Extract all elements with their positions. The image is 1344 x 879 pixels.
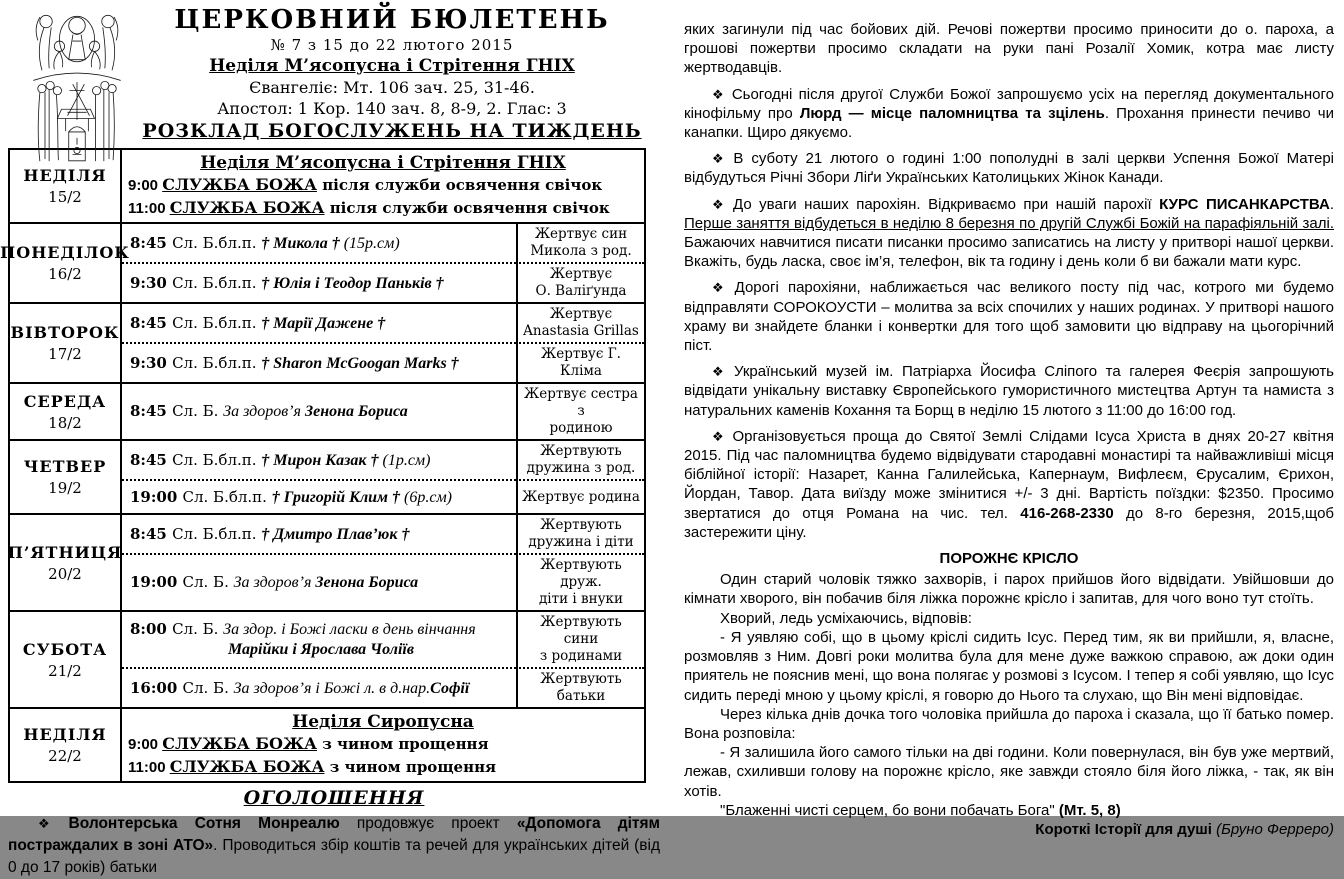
service-entry (122, 224, 516, 262)
right-column (684, 20, 1334, 839)
service-text (130, 620, 512, 639)
service-time: 9:30 (130, 273, 173, 292)
text-segment: продовжує проект (356, 815, 517, 832)
day-name: ВІВТОРОК (10, 323, 120, 342)
masthead (128, 0, 656, 143)
announcement-paragraph (684, 427, 1334, 542)
day-name: СЕРЕДА (23, 391, 107, 411)
donor-line: Жертвує (549, 266, 613, 282)
donor-cell (516, 479, 644, 513)
service-line (128, 174, 638, 197)
day-date: 19/2 (48, 479, 82, 497)
donor-line: Жертвує Г. Кліма (541, 346, 621, 379)
service-time: 9:00 (128, 736, 163, 753)
day-name: ЧЕТВЕР (23, 457, 107, 476)
text-segment: Волонтерська Сотня Монреалю (68, 815, 357, 832)
schedule-day-row (10, 302, 644, 382)
donor-line: діти і внуки (539, 591, 623, 607)
service-time: 11:00 (128, 759, 170, 776)
gospel-line: Євангеліє: Мт. 106 зач. 25, 31-46. (249, 78, 535, 97)
text-segment: 416-268-2330 (1020, 504, 1114, 522)
donor-cell (516, 224, 644, 262)
text-segment: КУРС ПИСАНКАРСТВА (1159, 195, 1330, 213)
donor-cell (516, 515, 644, 553)
liturgy-name: СЛУЖБА БОЖА (169, 757, 325, 776)
text-segment: За здоров’я (233, 574, 316, 591)
text-segment: Короткі Історії для душі (1035, 820, 1217, 838)
text-segment: . Прохання принести печиво чи канапки. Щиро дякуємо. (684, 104, 1334, 142)
day-label-cell (10, 612, 122, 707)
donor-line: О. Валіґунда (535, 283, 627, 299)
sunday-services-cell (122, 709, 644, 781)
donor-cell (516, 553, 644, 610)
day-label-cell (10, 304, 122, 382)
text-segment: (Мт. 5, 8) (1058, 801, 1121, 819)
schedule-day-row (10, 610, 644, 707)
donor-line: дружина і діти (528, 534, 634, 550)
text-segment: Дорогі парохіяни, наближається час великого посту під час, котрого ми будемо відправляти СОРОКОУСТИ – молитва за всіх спочилих у наших родинах. У притворі нашого храму ви знайдете бланки і конвертки для того щоб замовити цю відправу на цьогорічний піст. (684, 279, 1335, 355)
announcement-paragraph (684, 278, 1334, 355)
text-segment: - Я уявляю собі, що в цьому кріслі сидить Ісус. Перед тим, як ви прийшли, я, власне, розмовляв з Ним. Довгі роки молитва була для мене дуже важкою справою, аж доки один приятель не пояснив мені, що вона полягає у розмові з Ісусом. І тепер я собі уявляю, що Ісус сидить переді мною у цьому кріслі, я говорю до Нього та слухаю, що Він мені відповідає. (684, 628, 1334, 704)
text-segment: до 8-го березня, 2015,щоб застережити ціну. (684, 504, 1334, 541)
service-entry (122, 342, 516, 382)
bullet-diamond-icon: ❖ (712, 280, 729, 296)
bullet-diamond-icon: ❖ (712, 196, 727, 212)
text-segment: Зенона Бориса (304, 403, 408, 420)
story-paragraph (684, 743, 1334, 801)
donor-line: Жертвують батьки (540, 671, 622, 704)
day-name: П’ЯТНИЦЯ (7, 542, 123, 562)
donor-line: Микола з род. (530, 243, 632, 259)
epistle-line: Апостол: 1 Кор. 140 зач. 8, 8-9, 2. Глас: 3 (217, 99, 567, 118)
day-date: 17/2 (48, 345, 82, 363)
announcement-paragraph (684, 195, 1334, 272)
service-time: 11:00 (128, 200, 170, 217)
text-segment: † Юлія і Теодор Паньків † (261, 274, 444, 292)
service-text (130, 354, 512, 373)
text-segment: Сл. Б.бл.п. (172, 524, 262, 543)
service-time: 16:00 (130, 678, 183, 697)
continuation-paragraph (684, 20, 1334, 78)
donor-line: з родинами (539, 648, 623, 664)
service-text (130, 573, 512, 592)
text-segment: За здоров’я і Божі л. в д.нар. (233, 679, 431, 697)
service-entry (122, 304, 516, 342)
text-segment: Сл. Б.бл.п. (172, 450, 262, 469)
story-title (684, 549, 1334, 568)
day-date: 21/2 (48, 661, 82, 680)
text-segment: "Блаженні чисті серцем, бо вони побачать Бога" (720, 801, 1059, 819)
donor-cell (516, 667, 644, 707)
schedule-day-row (10, 439, 644, 513)
text-segment: Сл. Б.бл.п. (172, 273, 262, 292)
service-line (128, 733, 638, 756)
schedule-day-row (7, 513, 644, 610)
story-paragraph (684, 628, 1334, 705)
text-segment: (1р.см) (382, 451, 431, 469)
bullet-diamond-icon: ❖ (712, 428, 727, 444)
liturgy-name: СЛУЖБА БОЖА (169, 198, 325, 217)
service-time: 8:00 (130, 620, 173, 638)
service-line (128, 197, 638, 220)
service-time: 8:45 (130, 402, 173, 420)
text-segment: Сл. Б. (172, 620, 224, 638)
text-segment: ПОРОЖНЄ КРІСЛО (939, 550, 1079, 568)
service-entry (122, 262, 516, 302)
service-time: 8:45 (130, 524, 173, 543)
service-note: з чином прощення (316, 735, 489, 753)
donor-line: Жертвує сестра з (524, 386, 638, 419)
donor-line: дружина з род. (526, 460, 636, 476)
text-segment: Сл. Б. (182, 678, 234, 697)
text-segment: † Микола † (261, 234, 344, 252)
donor-line: Жертвує син (534, 226, 628, 242)
service-entry (122, 667, 516, 707)
service-entry (122, 612, 516, 667)
sunday-feast-heading: Неділя Сиропусна (292, 712, 474, 732)
day-label-cell (0, 224, 130, 302)
announcement-paragraph (684, 85, 1334, 143)
bullet-diamond-icon: ❖ (712, 151, 728, 167)
text-segment: Організовується проща до Святої Землі Слідами Ісуса Христа в днях 20-27 квітня 2015. Під час паломництва будемо відвідувати стародавні монастирі та найважливіші місця біблійної історії: Назарет, Канна Галилейська, Капернаум, Вифлеєм, Єрусалим, Єрихон, Йордан, Тавор. Дата виїзду може змінитися +/- 3 дні. Вартість поїздки: $2350. Просимо звертатися до отця Романа на чис. тел. (684, 427, 1334, 522)
service-text (130, 402, 512, 421)
text-segment: Через кілька днів дочка того чоловіка прийшла до пароха і сказала, що її батько помер. Вона розповіла: (684, 705, 1334, 742)
service-entry (122, 479, 516, 513)
bullet-diamond-icon: ❖ (38, 816, 63, 831)
text-segment: (15р.см) (343, 234, 400, 252)
donor-cell (516, 384, 644, 439)
text-segment: Перше заняття відбудеться в неділю 8 березня по другій Службі Божій на парафіяльній залі. (684, 214, 1334, 232)
text-segment: Сл. Б.бл.п. (172, 313, 262, 332)
donor-line: Жертвують (540, 443, 622, 459)
text-segment: яких загинули під час бойових дій. Речові пожертви просимо приносити до о. пароха, а грошові пожертви просимо складати на руки пані Розалії Хомик, котра має листу жертводавців. (684, 21, 1334, 77)
service-text (130, 451, 512, 470)
deisis-line-art-icon (30, 6, 124, 166)
service-line (128, 756, 638, 779)
announcement-paragraph (684, 149, 1334, 187)
day-label-cell (10, 384, 122, 439)
liturgy-name: СЛУЖБА БОЖА (162, 734, 317, 753)
day-name: СУБОТА (22, 639, 108, 659)
text-segment: Марійки і Ярослава Чоліїв (228, 641, 414, 658)
day-name: НЕДІЛЯ (23, 725, 107, 744)
announcements-heading: ОГОЛОШЕННЯ (243, 787, 425, 809)
announcement-paragraph (684, 362, 1334, 420)
service-entry (122, 384, 516, 439)
text-segment: † Мирон Казак † (261, 451, 383, 469)
day-label-cell (10, 709, 122, 781)
text-segment: (Бруно Ферреро) (1216, 820, 1334, 838)
text-segment: † Григорій Клим † (271, 488, 405, 506)
day-date: 22/2 (48, 747, 82, 765)
issue-line: № 7 з 15 до 22 лютого 2015 (270, 36, 514, 54)
donor-line: Жертвують друж. (540, 557, 622, 590)
service-entry (122, 553, 516, 610)
bulletin-title: ЦЕРКОВНИЙ БЮЛЕТЕНЬ (174, 5, 610, 35)
text-segment: (6р.см) (404, 488, 452, 506)
text-segment: Сьогодні після другої Служби Божої запрошуємо усіх на перегляд документального кінофільму про (684, 85, 1335, 122)
story-attribution (684, 820, 1334, 839)
donor-cell (516, 304, 644, 342)
feast-line: Неділя М’ясопусна і Стрітення ГНІХ (209, 56, 575, 76)
donor-line: Anastasia Grillas (523, 323, 639, 339)
donor-line: Жертвує родина (522, 488, 640, 505)
text-segment: Один старий чоловік тяжко захворів, і парох прийшов його відвідати. Увійшовши до кімнати хворого, він побачив біля ліжка порожнє крісло і запитав, для чого воно тут стоїть. (684, 571, 1334, 608)
service-time: 19:00 (130, 573, 183, 591)
text-segment: В суботу 21 лютого о годині 1:00 пополудні в залі церкви Успення Божої Матері відбудуться Річні Збори Ліґи Українських Католицьких Жінок Канади. (684, 150, 1335, 187)
text-segment: - Я залишила його самого тільки на дві години. Коли повернулася, він був уже мертвий, лежав, схиливши голову на порожнє крісло, яке завжди стояло біля його ліжка, - так, як він хотів. (684, 744, 1334, 800)
text-segment: Зенона Бориса (315, 574, 419, 591)
day-name: НЕДІЛЯ (23, 166, 107, 185)
text-segment: За здор. і Божі ласки в день вінчання (223, 621, 476, 638)
day-date: 18/2 (48, 413, 82, 432)
left-column (0, 0, 661, 879)
donor-line: Жертвують (540, 517, 622, 533)
service-entry (122, 515, 516, 553)
service-time: 8:45 (130, 233, 173, 252)
day-date: 15/2 (48, 188, 82, 206)
service-text (130, 488, 512, 507)
service-time: 9:30 (130, 353, 173, 372)
text-segment: До уваги наших парохіян. Відкриваємо при нашій парохії (733, 195, 1160, 213)
story-paragraph (684, 609, 1334, 628)
text-segment: † Марії Дажене † (261, 314, 386, 332)
donor-line: Жертвує (549, 306, 613, 322)
story-paragraph (684, 801, 1334, 820)
donor-cell (516, 612, 644, 667)
text-segment: За здоров’я (223, 403, 305, 420)
day-name: ПОНЕДІЛОК (0, 243, 130, 262)
schedule-day-row (10, 707, 644, 781)
donor-cell (516, 441, 644, 479)
bullet-diamond-icon: ❖ (712, 86, 726, 102)
service-time: 9:00 (128, 177, 163, 194)
story-paragraph (684, 705, 1334, 743)
service-note: з чином прощення (324, 758, 497, 776)
weekly-schedule-table (0, 148, 646, 783)
service-time: 8:45 (130, 313, 173, 332)
service-time: 8:45 (130, 450, 173, 469)
schedule-day-row (0, 222, 644, 302)
day-label-cell (10, 441, 122, 513)
service-text-line2 (130, 639, 512, 659)
text-segment: «Допомога дітям постраждалих в зоні АТО» (8, 815, 661, 854)
text-segment: Сл. Б.бл.п. (172, 233, 262, 252)
day-date: 20/2 (48, 564, 82, 583)
service-text (130, 314, 512, 333)
story-paragraph (684, 570, 1334, 608)
text-segment: Софії (430, 679, 470, 697)
sunday-services-cell (122, 150, 644, 222)
text-segment: . Проводиться збір коштів та речей для українських дітей (від 0 до 17 років) батьки (8, 837, 660, 876)
service-text (130, 679, 512, 698)
service-text (130, 234, 512, 253)
donor-line: Жертвують сини (540, 614, 622, 647)
schedule-day-row (10, 382, 644, 439)
service-text (130, 525, 512, 544)
donor-cell (516, 262, 644, 302)
sunday-feast-heading: Неділя М’ясопусна і Стрітення ГНІХ (200, 153, 566, 173)
day-label-cell (7, 515, 123, 610)
day-date: 16/2 (48, 265, 82, 283)
service-text (130, 274, 512, 293)
announcement-paragraph (8, 813, 660, 879)
service-time: 19:00 (130, 487, 183, 506)
liturgy-name: СЛУЖБА БОЖА (162, 175, 317, 194)
service-note: після служби освячення свічок (324, 199, 610, 217)
text-segment: † Sharon McGoogan Marks † (261, 354, 459, 372)
text-segment: Сл. Б. (182, 573, 234, 591)
text-segment: Сл. Б.бл.п. (182, 487, 272, 506)
text-segment: Сл. Б. (172, 402, 224, 420)
donor-line: родиною (549, 420, 613, 436)
text-segment: Люрд — місце паломництва та зцілень (799, 104, 1105, 122)
schedule-title: РОЗКЛАД БОГОСЛУЖЕНЬ НА ТИЖДЕНЬ (142, 120, 642, 142)
text-segment: Бажаючих навчитися писати писанки просимо записатись на листу у притворі нашої церкви. Вкажіть, будь ласка, своє ім’я, телефон, вік та годину і день коли б ви бажали мати курс. (684, 234, 1334, 271)
bullet-diamond-icon: ❖ (712, 364, 729, 380)
service-entry (122, 441, 516, 479)
text-segment: . (1329, 195, 1335, 213)
text-segment: † Дмитро Плав’юк † (261, 525, 410, 543)
text-segment: Сл. Б.бл.п. (172, 353, 262, 372)
text-segment: Український музей ім. Патріарха Йосифа Сліпого та галерея Феєрія запрошують відвідати унікальну виставку Європейського гумористичного мистецтва Артун та намиста з натуральних каменів Кохання та Борщ в неділю 15 лютого з 11:00 до 16:00 год. (684, 363, 1335, 419)
text-segment: Хворий, ледь усміхаючись, відповів: (720, 609, 972, 627)
donor-cell (516, 342, 644, 382)
service-note: після служби освячення свічок (316, 176, 603, 194)
